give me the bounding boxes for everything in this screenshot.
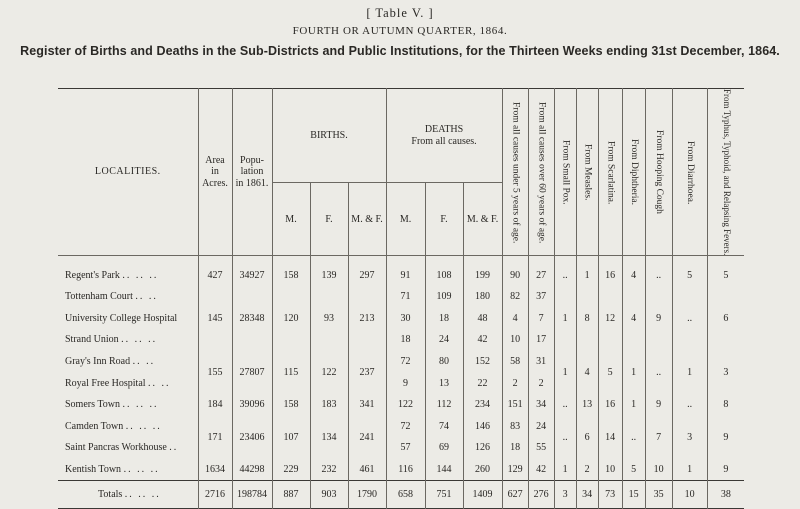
cell: 9	[386, 372, 425, 394]
locality-name: Strand Union .. .. ..	[65, 334, 158, 346]
cell: 126	[463, 437, 502, 459]
cell: 276	[528, 481, 554, 509]
header-over60: From all causes over 60 years of age.	[536, 101, 547, 243]
cell: 10	[672, 481, 707, 509]
cell: 2	[528, 372, 554, 394]
totals-label: Totals .. .. ..	[58, 481, 198, 509]
cell: 122	[310, 351, 348, 394]
header-deaths	[386, 89, 502, 183]
cell: 58	[502, 351, 528, 373]
header-births-mf: M. & F.	[348, 183, 386, 256]
header-births: BIRTHS.	[272, 89, 386, 183]
cell: 91	[386, 264, 425, 286]
cell: 1	[672, 459, 707, 481]
cell: 24	[528, 416, 554, 438]
cell: 139	[310, 264, 348, 286]
cell: 10	[598, 459, 622, 481]
cell: 37	[528, 286, 554, 308]
table-row	[58, 264, 744, 286]
table-row	[58, 394, 744, 416]
cell: 31	[528, 351, 554, 373]
totals-row	[58, 481, 744, 509]
cell: 134	[310, 416, 348, 459]
cell: 116	[386, 459, 425, 481]
cell: 1	[672, 351, 707, 394]
header-deaths-m: M.	[386, 183, 425, 256]
cell: 74	[425, 416, 463, 438]
quarter-heading: FOURTH OR AUTUMN QUARTER, 1864.	[292, 25, 508, 37]
cell: 22	[463, 372, 502, 394]
cell: 184	[198, 394, 232, 416]
cell: 57	[386, 437, 425, 459]
cell: 23406	[232, 416, 272, 459]
cell: 229	[272, 459, 310, 481]
cell: 6	[576, 416, 598, 459]
cell: 42	[463, 329, 502, 351]
cell: 461	[348, 459, 386, 481]
cell: 28348	[232, 286, 272, 351]
cell: 1	[554, 286, 576, 351]
cell: 260	[463, 459, 502, 481]
cell: ..	[645, 351, 672, 394]
cell: 44298	[232, 459, 272, 481]
cell: 129	[502, 459, 528, 481]
cell: 27	[528, 264, 554, 286]
cell: 16	[598, 264, 622, 286]
header-deaths-sub: From all causes.	[411, 135, 477, 147]
cell: 18	[386, 329, 425, 351]
cell: 42	[528, 459, 554, 481]
cell: 35	[645, 481, 672, 509]
cell: ..	[672, 394, 707, 416]
cell: 198784	[232, 481, 272, 509]
cell: 24	[425, 329, 463, 351]
cell: 1790	[348, 481, 386, 509]
cell: 71	[386, 286, 425, 308]
table-row	[58, 351, 744, 373]
cell: 751	[425, 481, 463, 509]
cell: 2	[502, 372, 528, 394]
cell: 2	[576, 459, 598, 481]
cell: 145	[198, 286, 232, 351]
cell: 237	[348, 351, 386, 394]
cell: 90	[502, 264, 528, 286]
cell: 73	[598, 481, 622, 509]
cell: 55	[528, 437, 554, 459]
cell: 39096	[232, 394, 272, 416]
cell: 3	[672, 416, 707, 459]
locality-name: Kentish Town .. .. ..	[65, 464, 160, 476]
cell: 7	[528, 308, 554, 330]
cell: 8	[707, 394, 744, 416]
locality-name: Gray's Inn Road .. ..	[65, 356, 156, 368]
cell: 72	[386, 351, 425, 373]
cell: 297	[348, 264, 386, 286]
cell: 1	[576, 264, 598, 286]
cell: 158	[272, 264, 310, 286]
cell: ..	[672, 286, 707, 351]
cell: 1	[622, 394, 645, 416]
cell: 83	[502, 416, 528, 438]
cell: 1	[554, 459, 576, 481]
cell: 5	[622, 459, 645, 481]
cell: 903	[310, 481, 348, 509]
cell: 627	[502, 481, 528, 509]
cell: 2716	[198, 481, 232, 509]
cell: 5	[672, 264, 707, 286]
cell: 9	[645, 394, 672, 416]
cell: 27807	[232, 351, 272, 394]
cell: 5	[707, 264, 744, 286]
cell: 34	[528, 394, 554, 416]
cell: 93	[310, 286, 348, 351]
header-births-m: M.	[272, 183, 310, 256]
cell: 18	[425, 308, 463, 330]
table-row	[58, 459, 744, 481]
cell: 107	[272, 416, 310, 459]
cell: 69	[425, 437, 463, 459]
cell: ..	[554, 394, 576, 416]
cell: 12	[598, 286, 622, 351]
header-typhus: From Typhus, Typhoid, and Relapsing Fevers.	[721, 89, 732, 256]
cell: 9	[707, 416, 744, 459]
cell: 34927	[232, 264, 272, 286]
table-row	[58, 416, 744, 438]
cell: 7	[645, 416, 672, 459]
cell: 232	[310, 459, 348, 481]
cell: 30	[386, 308, 425, 330]
cell: ..	[645, 264, 672, 286]
header-population: Popu- lation in 1861.	[232, 89, 272, 256]
header-deaths-mf: M. & F.	[463, 183, 502, 256]
cell: 4	[502, 308, 528, 330]
cell: 38	[707, 481, 744, 509]
cell: 144	[425, 459, 463, 481]
locality-name: Regent's Park .. .. ..	[65, 269, 159, 281]
cell: 109	[425, 286, 463, 308]
cell: 48	[463, 308, 502, 330]
cell: ..	[554, 416, 576, 459]
cell: 82	[502, 286, 528, 308]
cell: 72	[386, 416, 425, 438]
cell: 6	[707, 286, 744, 351]
locality-name: University College Hospital	[65, 312, 178, 324]
cell: 10	[502, 329, 528, 351]
header-deaths-f: F.	[425, 183, 463, 256]
cell: 80	[425, 351, 463, 373]
cell: 13	[576, 394, 598, 416]
cell: 1409	[463, 481, 502, 509]
cell: 8	[576, 286, 598, 351]
locality-name: Royal Free Hospital .. ..	[65, 377, 171, 389]
header-hooping-cough: From Hooping Cough	[653, 130, 664, 215]
cell: 152	[463, 351, 502, 373]
cell: 115	[272, 351, 310, 394]
cell: 122	[386, 394, 425, 416]
cell: 9	[645, 286, 672, 351]
cell: 158	[272, 394, 310, 416]
cell: 146	[463, 416, 502, 438]
cell: 18	[502, 437, 528, 459]
header-scarlatina: From Scarlatina.	[605, 140, 616, 204]
cell: 180	[463, 286, 502, 308]
header-births-f: F.	[310, 183, 348, 256]
locality-name: Tottenham Court .. ..	[65, 291, 158, 303]
header-diarrhoea: From Diarrhoea.	[684, 140, 695, 204]
header-deaths-title: DEATHS	[424, 124, 464, 136]
cell: 17	[528, 329, 554, 351]
header-localities: LOCALITIES.	[58, 89, 198, 256]
header-under5: From all causes under 5 years of age.	[510, 101, 521, 243]
table-label: [ Table V. ]	[366, 6, 434, 20]
cell: 3	[554, 481, 576, 509]
cell: 4	[576, 351, 598, 394]
header-measles: From Measles.	[582, 143, 593, 201]
header-diphtheria: From Diphtheria.	[628, 139, 639, 206]
register-table	[58, 88, 744, 509]
locality-name: Saint Pancras Workhouse ..	[65, 442, 179, 454]
cell: ..	[554, 264, 576, 286]
cell: 108	[425, 264, 463, 286]
cell: ..	[622, 416, 645, 459]
cell: 887	[272, 481, 310, 509]
cell: 199	[463, 264, 502, 286]
cell: 14	[598, 416, 622, 459]
header-smallpox: From Small Pox.	[560, 139, 571, 205]
cell: 171	[198, 416, 232, 459]
cell: 183	[310, 394, 348, 416]
cell: 241	[348, 416, 386, 459]
cell: 341	[348, 394, 386, 416]
cell: 112	[425, 394, 463, 416]
cell: 1	[554, 351, 576, 394]
cell: 4	[622, 264, 645, 286]
cell: 1634	[198, 459, 232, 481]
cell: 34	[576, 481, 598, 509]
register-title: Register of Births and Deaths in the Sub-Districts and Public Institutions, for the Thirteen Weeks ending 31st December, 1864.	[20, 44, 780, 58]
cell: 155	[198, 351, 232, 394]
cell: 3	[707, 351, 744, 394]
cell: 5	[598, 351, 622, 394]
table-row	[58, 286, 744, 308]
cell: 120	[272, 286, 310, 351]
cell: 658	[386, 481, 425, 509]
locality-name: Somers Town .. .. ..	[65, 399, 159, 411]
cell: 9	[707, 459, 744, 481]
cell: 10	[645, 459, 672, 481]
cell: 4	[622, 286, 645, 351]
cell: 1	[622, 351, 645, 394]
cell: 13	[425, 372, 463, 394]
cell: 151	[502, 394, 528, 416]
cell: 427	[198, 264, 232, 286]
cell: 16	[598, 394, 622, 416]
cell: 234	[463, 394, 502, 416]
cell: 15	[622, 481, 645, 509]
cell: 213	[348, 286, 386, 351]
header-area: Area in Acres.	[198, 89, 232, 256]
locality-name: Camden Town .. .. ..	[65, 420, 162, 432]
